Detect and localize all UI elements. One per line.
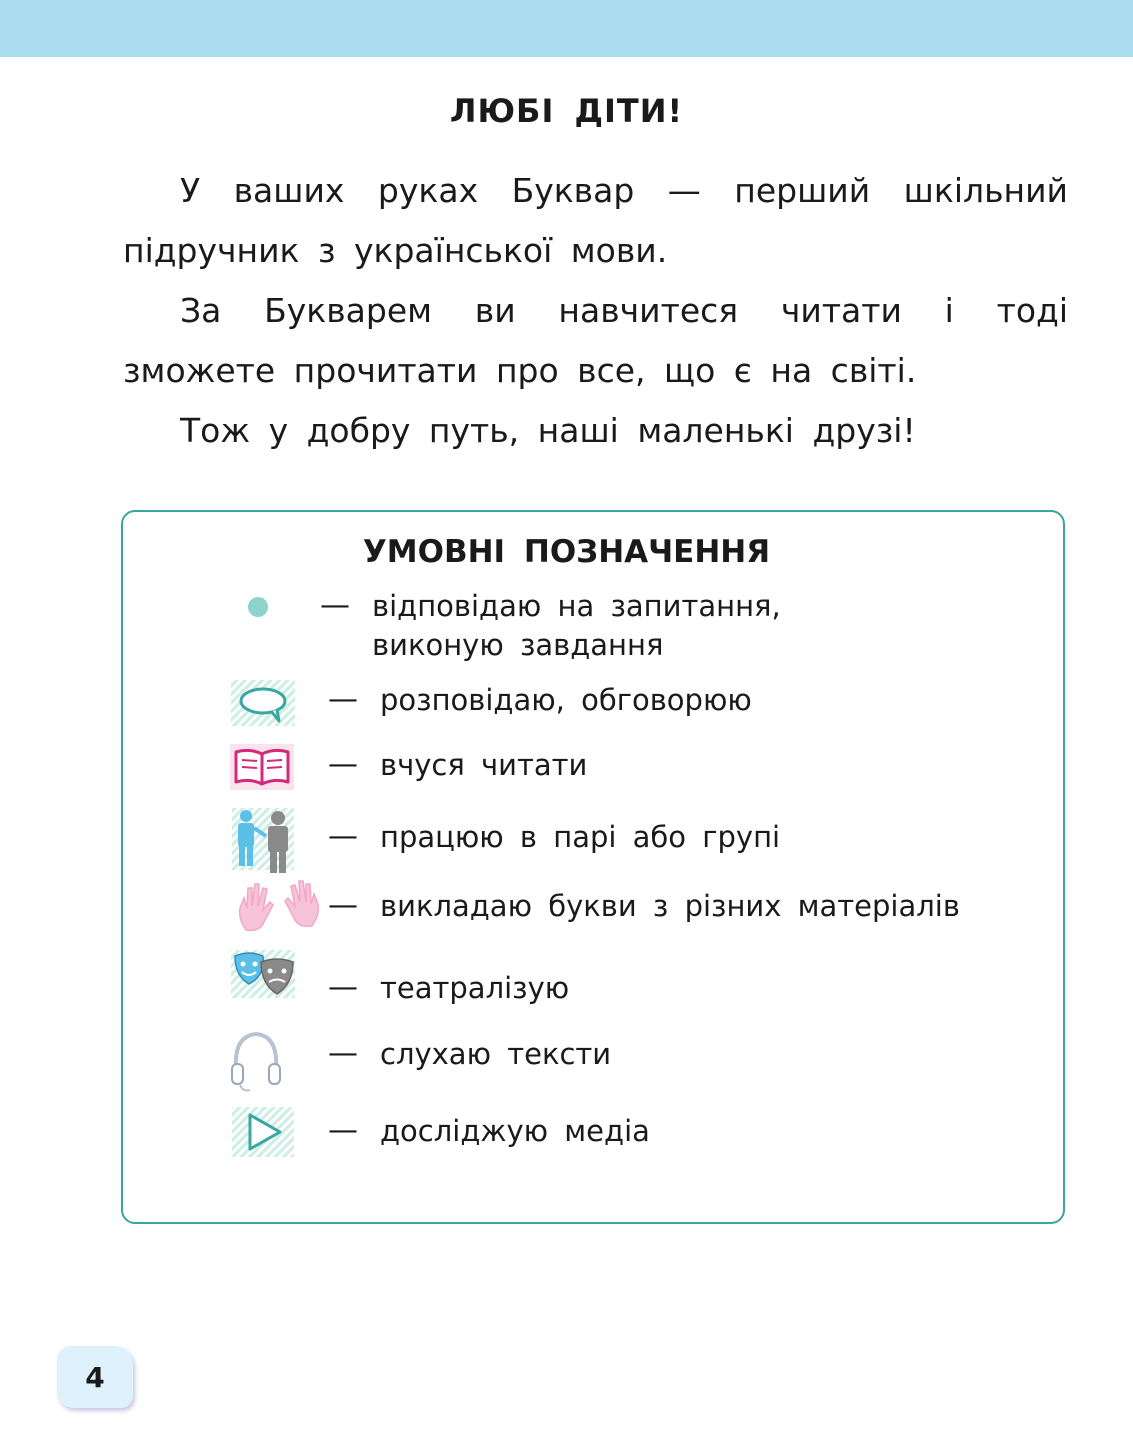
legend-dash: —	[328, 970, 358, 1005]
legend-item-label-line2: виконую завдання	[372, 628, 664, 662]
legend-item-label: досліджую медіа	[380, 1114, 650, 1148]
legend-item-label: розповідаю, обговорюю	[380, 683, 752, 717]
legend-dash: —	[328, 1036, 358, 1071]
legend-dash: —	[328, 819, 358, 854]
legend-dash: —	[328, 682, 358, 717]
hands-icon	[234, 878, 324, 934]
headphones-icon	[228, 1030, 284, 1094]
top-band	[0, 0, 1133, 57]
legend-item-label: вчуся читати	[380, 748, 588, 782]
legend-dash: —	[320, 588, 350, 623]
bullet-dot-icon	[248, 597, 268, 617]
open-book-icon	[230, 744, 294, 790]
legend-dash: —	[328, 747, 358, 782]
theatre-masks-icon	[231, 950, 295, 998]
intro-paragraph-3: Тож у добру путь, наші маленькі друзі!	[180, 411, 916, 450]
page-number: 4	[57, 1346, 133, 1408]
legend-title: УМОВНІ ПОЗНАЧЕННЯ	[362, 534, 771, 570]
legend-item-label: викладаю букви з різних матеріалів	[380, 889, 960, 923]
legend-dash: —	[328, 1113, 358, 1148]
legend-item-label: відповідаю на запитання,	[372, 589, 781, 623]
play-icon	[232, 1107, 294, 1157]
legend-item-label: театралізую	[380, 971, 570, 1005]
pair-people-icon	[232, 808, 294, 870]
speech-bubble-icon	[231, 680, 295, 726]
intro-paragraph-2: За Букварем ви навчитеся читати і тоді зможете прочитати про все, що є на світі.	[123, 291, 1068, 390]
page-title: ЛЮБІ ДІТИ!	[449, 92, 684, 130]
legend-dash: —	[328, 888, 358, 923]
legend-item-label: слухаю тексти	[380, 1037, 612, 1071]
intro-paragraph-1: У ваших руках Буквар — перший шкільний підручник з української мови.	[123, 171, 1068, 270]
legend-item-label: працюю в парі або групі	[380, 820, 781, 854]
